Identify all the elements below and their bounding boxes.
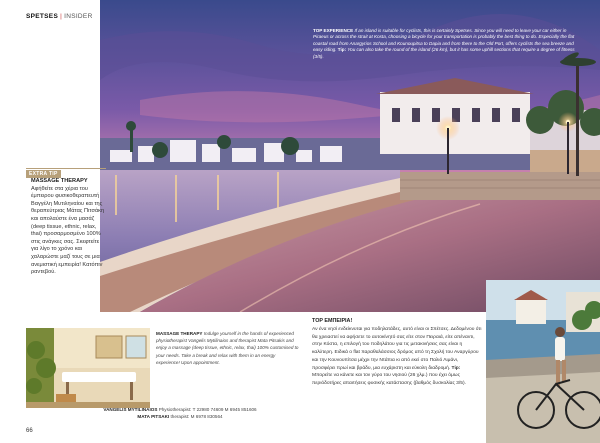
contact-2-name: MATA PITSAKI: [137, 414, 170, 419]
experience-en-body: If an island is suitable for cyclists, this is certainly Spetses. Since you will need to leave your car either in Piraeus or across the strait at Kosta, choosing a bicycle for your transportation is probably the best thing to do. Especially the flat coastal road from Anargyrios School and Kounoupitsa to Dapia and from there to the Old Port, offers cyclists the sea breeze and easy riding.: [313, 28, 575, 53]
experience-gr-body: Αν ένα νησί ενδείκνυται για ποδηλατάδες, αυτό είναι οι Σπέτσες. Δεδομένου ότι θα χρειαστεί να αφήσετε το αυτοκίνητό σας είτε στον Πειραιά, είτε απέναντι, στην Κόστα, η επιλογή του ποδηλάτου για τις μετακινήσεις σας είναι η καλύτερη. Ειδικά ο flat παραθαλάσσιος δρόμος από τη Σχολή του Αναργύρου και την Κουνουπίτσα μέχρι την Ντάπια κι από εκεί στο Παλιό Λιμάνι, προσφέρει πρωί και βράδυ, μια ευχάριστη και εύκολη διαδρομή.: [312, 327, 482, 371]
experience-gr-tip: Μπορείτε να κάνετε και τον γύρο του νησιού (26 χλμ.) που έχει όμως περιόδοτήρες απαιτήσεις φυσικής κατάστασης (βαθμός δυσκολίας 3/5).: [312, 373, 466, 386]
running-header: [26, 13, 93, 20]
extra-tip-box: [31, 178, 105, 277]
massage-room-photo: [26, 328, 150, 408]
experience-gr-label: TOP ΕΜΠΕΙΡΙΑ!: [312, 318, 353, 324]
experience-en-label: TOP EXPERIENCE: [313, 28, 354, 33]
cyclist-photo: [486, 280, 600, 443]
extra-tip-tag: EXTRA TIP: [26, 170, 61, 178]
massage-en-body: Indulge yourself in the hands of experienced physiotherapist Vangelis Mytilinaios and therapist Mata Pitsakis and enjoy a massage (deep tissue, ethnic, relax, thai) 100% customised to your needs. Take a break and relax with them in an energy experience! Upon appointment.: [156, 331, 299, 365]
contacts: [60, 406, 300, 420]
header-category: INSIDER: [64, 13, 93, 20]
massage-en-title: MASSAGE THERAPY: [156, 331, 203, 336]
massage-en-text: [156, 330, 300, 366]
experience-gr-tip-label: Tip:: [451, 365, 461, 371]
contact-line-2: [60, 413, 300, 420]
extra-tip-rule: [26, 168, 106, 169]
experience-en-text: [313, 28, 577, 60]
experience-en-tip-label: Tip:: [337, 47, 347, 53]
experience-en-tip: You can also take the round of the island (26 km), but it has some uphill sections that require a degree of fitness (3/5).: [313, 47, 575, 59]
header-section: SPETSES: [26, 13, 59, 20]
extra-tip-text: Αφήθείτε στα χέρια του έμπειρου φυσικοθεραπευτή Βαγγέλη Μυτιληναίου και της θεραπεύτριας Μάτας Πιτσάκη και απολαύστε ένα μασάζ (deep tissue, ethnic, relax, thai) προσαρμοσμένο 100% στις ανάγκες σας. Σκεφτείτε για λίγο το χρόνο και χαλαρώστε μαζί τους σε μια ανεμιστική εμπειρία! Κατόπιν ραντεβού.: [31, 185, 105, 276]
experience-gr-text: [312, 326, 482, 388]
contact-2-phones: M 6978 830564: [190, 414, 223, 419]
contact-1-phones: T 22980 74609 M 6945 851606: [192, 407, 257, 412]
contact-1-name: VANGELIS MYTILINAIOS: [103, 407, 158, 412]
contact-1-role: Physiotherapist:: [158, 407, 192, 412]
extra-tip-title: MASSAGE THERAPY: [31, 178, 88, 184]
contact-line-1: [60, 406, 300, 413]
page-number: 66: [26, 428, 33, 434]
header-separator: |: [60, 13, 63, 20]
contact-2-role: therapist:: [170, 414, 190, 419]
